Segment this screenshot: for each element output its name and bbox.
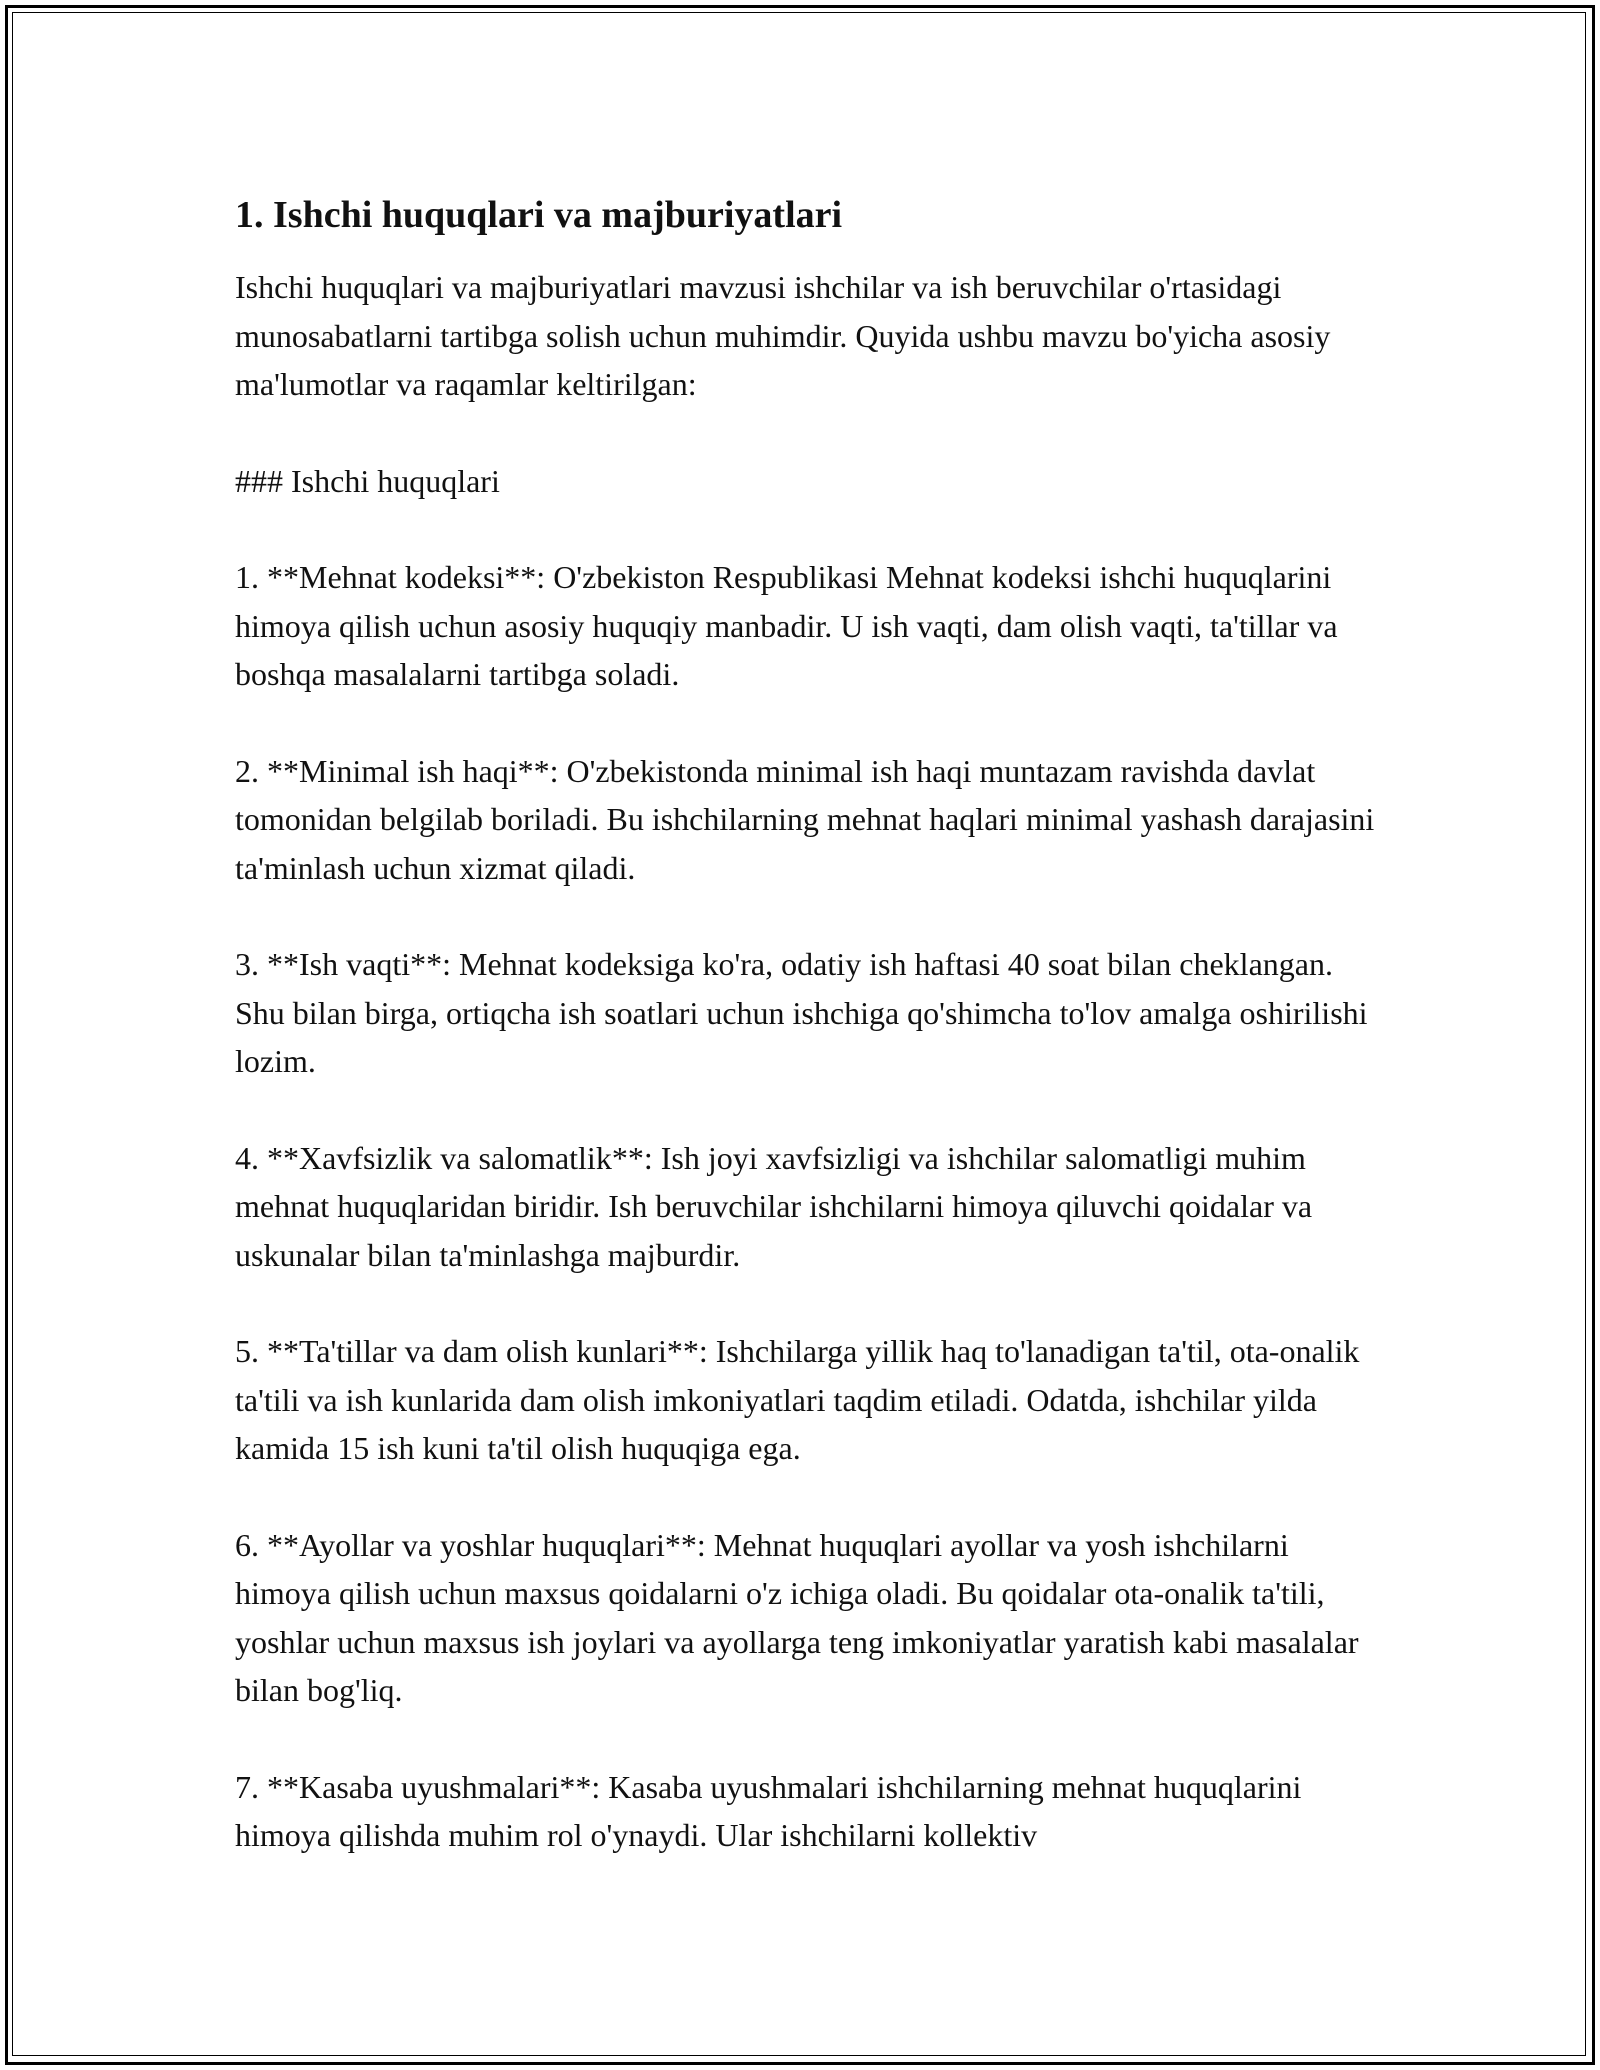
list-item: 7. **Kasaba uyushmalari**: Kasaba uyushmalari ishchilarning mehnat huquqlarini himoya qilishda muhim rol o'ynaydi. Ular ishchilarni kollektiv	[235, 1768, 1302, 1853]
document-body	[235, 188, 1385, 1860]
list-item: 3. **Ish vaqti**: Mehnat kodeksiga ko'ra, odatiy ish haftasi 40 soat bilan cheklangan. Shu bilan birga, ortiqcha ish soatlari uchun ishchiga qo'shimcha to'lov amalga oshirilishi lozim.	[235, 946, 1368, 1079]
section-heading: ### Ishchi huquqlari	[235, 462, 500, 499]
list-item: 4. **Xavfsizlik va salomatlik**: Ish joyi xavfsizligi va ishchilar salomatligi muhim mehnat huquqlaridan biridir. Ish beruvchilar ishchilarni himoya qiluvchi qoidalar va uskunalar bilan ta'minlashga majburdir.	[235, 1139, 1313, 1273]
document-title: 1. Ishchi huquqlari va majburiyatlari	[235, 194, 843, 236]
list-item: 6. **Ayollar va yoshlar huquqlari**: Mehnat huquqlari ayollar va yosh ishchilarni himoya qilish uchun maxsus qoidalarni o'z ichiga oladi. Bu qoidalar ota-onalik ta'tili, yoshlar uchun maxsus ish joylari va ayollarga teng imkoniyatlar yaratish kabi masalalar bilan bog'liq.	[235, 1526, 1359, 1708]
list-item: 2. **Minimal ish haqi**: O'zbekistonda minimal ish haqi muntazam ravishda davlat tomonidan belgilab boriladi. Bu ishchilarning mehnat haqlari minimal yashash darajasini ta'minlash uchun xizmat qiladi.	[235, 752, 1375, 886]
list-item: 5. **Ta'tillar va dam olish kunlari**: Ishchilarga yillik haq to'lanadigan ta'til, ota-onalik ta'tili va ish kunlarida dam olish imkoniyatlari taqdim etiladi. Odatda, ishchilar yilda kamida 15 ish kuni ta'til olish huquqiga ega.	[235, 1333, 1360, 1466]
intro-paragraph: Ishchi huquqlari va majburiyatlari mavzusi ishchilar va ish beruvchilar o'rtasidagi munosabatlarni tartibga solish uchun muhimdir. Quyida ushbu mavzu bo'yicha asosiy ma'lumotlar va raqamlar keltirilgan:	[235, 269, 1331, 402]
list-item: 1. **Mehnat kodeksi**: O'zbekiston Respublikasi Mehnat kodeksi ishchi huquqlarini himoya qilish uchun asosiy huquqiy manbadir. U ish vaqti, dam olish vaqti, ta'tillar va boshqa masalalarni tartibga soladi.	[235, 559, 1338, 692]
